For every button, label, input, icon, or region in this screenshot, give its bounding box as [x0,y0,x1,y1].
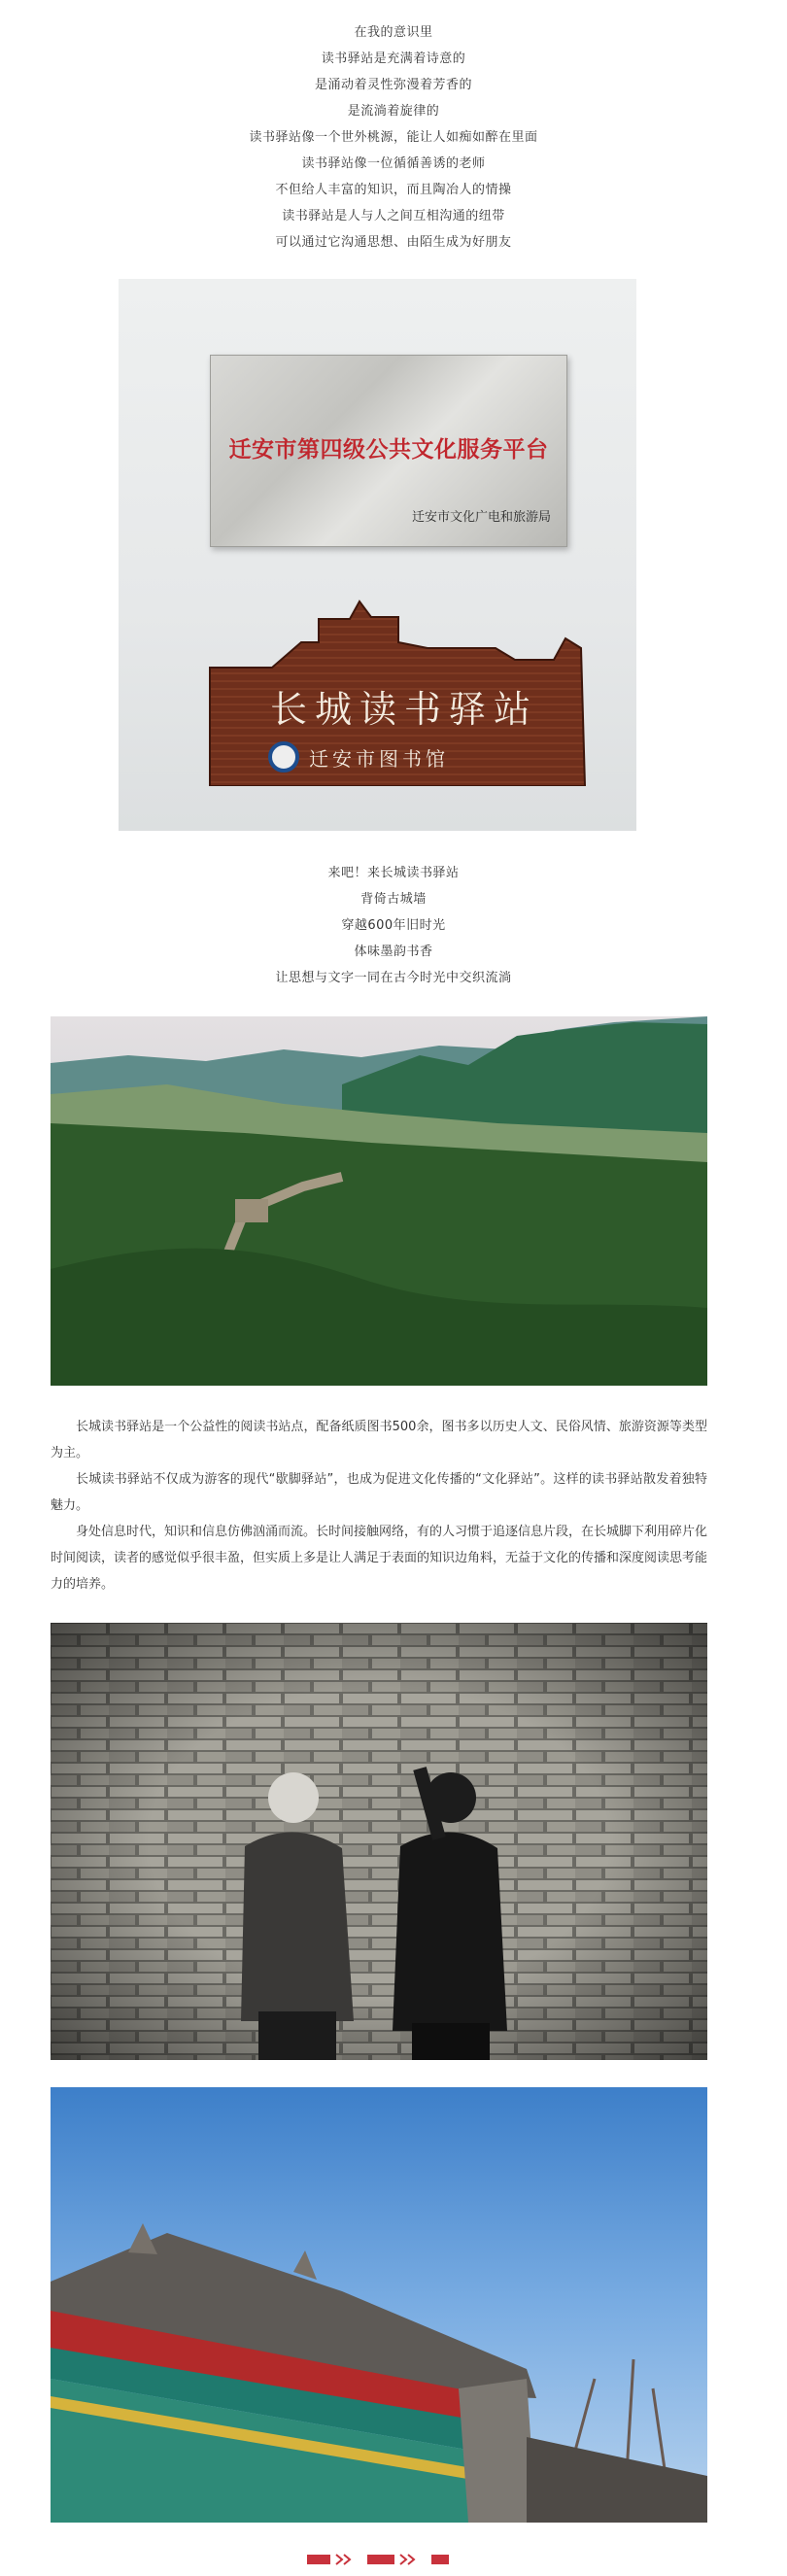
poem-line: 可以通过它沟通思想、由陌生成为好朋友 [275,235,512,250]
pavilion-photo [51,2087,707,2523]
wooden-sign [204,592,593,786]
readers-at-wall-photo [51,1623,707,2060]
invitation-poem [0,860,787,991]
poem-line: 读书驿站像一位循循善诱的老师 [301,156,486,171]
sign-title: 长城读书驿站 [269,688,538,731]
poem-line: 是流淌着旋律的 [347,104,440,119]
poem-line: 是涌动着灵性弥漫着芳香的 [314,78,472,92]
poem-line: 背倚古城墙 [360,892,427,907]
poem-line: 读书驿站像一个世外桃源，能让人如痴如醉在里面 [249,130,538,145]
poem-line: 来吧！来长城读书驿站 [327,866,460,880]
poem-line: 穿越600年旧时光 [341,918,446,933]
plaque-title: 迁安市第四级公共文化服务平台 [228,436,549,463]
metal-plaque [210,355,567,547]
plaque-org: 迁安市文化广电和旅游局 [411,510,551,525]
footer-divider [0,2552,787,2565]
poem-line: 读书驿站是充满着诗意的 [321,52,466,66]
article-body [51,1414,707,1597]
paragraph: 身处信息时代，知识和信息仿佛汹涌而流。长时间接触网络，有的人习惯于追逐信息片段，在长城脚下利用碎片化时间阅读，读者的感觉似乎很丰盈，但实质上多是让人满足于表面的知识边角料，无益于文化的传播和深度阅读思考能力的培养。 [51,1525,708,1592]
poem-line: 读书驿站是人与人之间互相沟通的纽带 [282,209,505,223]
sign-org: 迁安市图书馆 [309,747,449,771]
intro-poem [0,19,787,256]
plaque-photo [119,279,636,831]
paragraph: 长城读书驿站是一个公益性的阅读书站点，配备纸质图书500余，图书多以历史人文、民俗风情、旅游资源等类型为主。 [51,1420,707,1460]
paragraph: 长城读书驿站不仅成为游客的现代“歇脚驿站”，也成为促进文化传播的“文化驿站”。这样的读书驿站散发着独特魅力。 [51,1472,707,1513]
poem-line: 体味墨韵书香 [354,945,433,959]
poem-line: 不但给人丰富的知识，而且陶冶人的情操 [275,183,512,197]
poem-line: 在我的意识里 [354,25,433,40]
great-wall-landscape-photo [51,1016,707,1386]
poem-line: 让思想与文字一同在古今时光中交织流淌 [275,971,512,985]
